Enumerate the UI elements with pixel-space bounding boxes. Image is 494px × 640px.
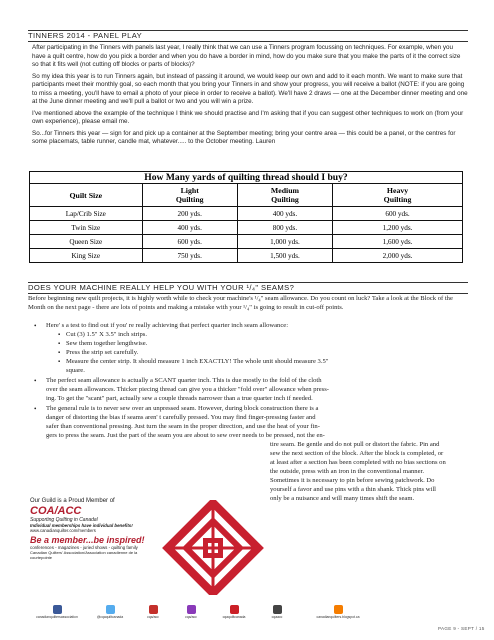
facebook-link[interactable]: canadianquiltersassociation [30,605,84,619]
col-medium: Medium Quilting [237,184,332,207]
blog-link[interactable]: canadianquilters.blogspot.ca [298,605,378,619]
list-item: • Here' s a test to find out if you' re really achieving that perfect quarter inch seam allowance: [34,322,289,330]
list-item: • The general rule is to never sew over an unpressed seam. However, during block construction there is a [34,405,319,413]
text-line: safer than conventional pressing. Just turn the seam in the proper direction, and use the heat of your fin- [46,423,320,430]
paragraph: So my idea this year is to run Tinners again, but instead of passing it around, we would keep our own and add to it each month. We want to make sure that participants meet their monthly goal, so each month that you bring your Tinners in and show your progress, you will receive a ballot (NOTE: if you are going to miss a meeting, you'll have to email a photo of your piece in order to receive a ballot). We'll have 2 draws — one at the December dinner meeting and one at the June dinner meeting and we'll pull a ballot or two and you will win a prize. [32,72,468,105]
pinterest-link[interactable]: cqaquiltcanada [212,605,256,619]
text-line: sew the next section of the block. After the block is completed, or [270,450,444,457]
twitter-icon [106,605,115,614]
bullet-icon: • [34,377,37,385]
text-line: Sometimes it is necessary to pin before sewing patchwork. Do [270,477,435,484]
table-row: Queen Size 600 yds. 1,000 yds. 1,600 yds. [30,235,463,249]
page-number: PAGE 9 - SEPT / 15 [438,626,485,631]
paragraph: After participating in the Tinners with panels last year, I really think that we can use a Tinners program focussing on techniques. For example, when you have a quilt centre, how do you pick a border and when you do have a border in mind, how do you make sure that you make the parts of it the correct size so that it fits well (not cutting off blocks or parts of blocks)? [32,44,461,68]
guild-membership-ad: Our Guild is a Proud Member of COA/ACC Supporting Quilting in Canada! Individual memberships have individual benefits! www.canadianquilter.com/members Be a member...be inspired! conferences - magazines - juried shows - quilting family Canadian Quilters' Association/Association canadienne de la courtepointe [30,498,158,560]
list-item: ▪ Measure the center strip. It should measure 1 inch EXACTLY! The whole unit should measure 3.5" [58,358,329,365]
bullet-icon: ▪ [58,332,61,338]
instagram-icon [187,605,196,614]
text-line: ing. To get the "scant" part, actually sew a couple threads narrower than a true quarter inch if needed. [46,395,313,402]
table-row: King Size 750 yds. 1,500 yds. 2,000 yds. [30,249,463,263]
youtube-link[interactable]: cqa/acc [136,605,170,619]
list-item: ▪ Press the strip set carefully. [58,349,139,356]
text-line: over the seam allowances. Thicker piecing thread can give you a thicker "fold over" allowance when press- [46,386,330,393]
thread-yardage-table [29,171,463,263]
table-title: How Many yards of quilting thread should I buy? [30,172,463,184]
quilt-logo-icon [158,500,268,595]
table-row: Twin Size 400 yds. 800 yds. 1,200 yds. [30,221,463,235]
text-line: tire seam. Be gentle and do not pull or distort the fabric. Pin and [270,441,440,448]
text-line: gers to press the seam. Just the part of the seam you are about to sew over needs to be pressed, not the en- [46,432,325,439]
bullet-icon: ▪ [58,350,61,356]
section-heading-tinners: TINNERS 2014 - PANEL PLAY [28,30,468,42]
text-line: at least after a section has been completed with no bias sections on [270,459,446,466]
list-item-continuation: square. [66,367,85,374]
table-row: Lap/Crib Size 200 yds. 400 yds. 600 yds. [30,207,463,221]
flickr-icon [273,605,282,614]
bullet-icon: ▪ [58,359,61,365]
facebook-icon [53,605,62,614]
tinners-article [32,44,468,150]
twitter-link[interactable]: @cqaquiltcanada [88,605,132,619]
paragraph: So...for Tinners this year — sign for and pick up a container at the September meeting; bring your centre area — this could be a panel, or the centres for some placemats, table runner, candle mat, whatever..... to the October meeting. Lauren [32,129,456,145]
list-item: • The perfect seam allowance is actually a SCANT quarter inch. This is due mostly to the fold of the cloth [34,377,322,385]
section-heading-seams: DOES YOUR MACHINE REALLY HELP YOU WITH YOUR ¹/₄" SEAMS? [28,282,468,294]
pinterest-icon [230,605,239,614]
text-line: the outside, press with an iron in the conventional manner. [270,468,425,475]
list-item: ▪ Sew them together lengthwise. [58,340,148,347]
cqa-logo-text: COA/ACC [30,505,82,517]
youtube-icon [149,605,158,614]
col-light: Light Quilting [142,184,237,207]
bullet-icon: • [34,322,37,330]
col-quilt-size: Quilt Size [30,184,143,207]
text-line: only be a nuisance and will many times shift the seam. [270,495,415,502]
bullet-icon: ▪ [58,341,61,347]
list-item: ▪ Cut (3) 1.5" X 3.5" inch strips. [58,331,148,338]
text-line: yourself a favor and use pins with a thin shank. Thick pins will [270,486,436,493]
seams-intro: Before beginning new quilt projects, it is highly worth while to check your machine's ¹/₄" seam allowance. Do you count on luck? Take a look at the Block of the Month on the next page - there are lots of points and making a mistake with your ¹/₄" is going to result in cut-off points. [28,295,453,311]
paragraph: I've mentioned above the example of the technique I think we should practise and I'm asking that if you can suggest other techniques to work on (from your own experience), please email me. [32,109,464,125]
text-line: danger of distorting the bias if seams aren' t carefully pressed. You may find finger-pressing faster and [46,414,316,421]
col-heavy: Heavy Quilting [333,184,463,207]
flickr-link[interactable]: cqaacc [260,605,294,619]
bullet-icon: • [34,405,37,413]
blogger-icon [334,605,343,614]
social-links [30,605,410,627]
instagram-link[interactable]: cqa/acc [174,605,208,619]
